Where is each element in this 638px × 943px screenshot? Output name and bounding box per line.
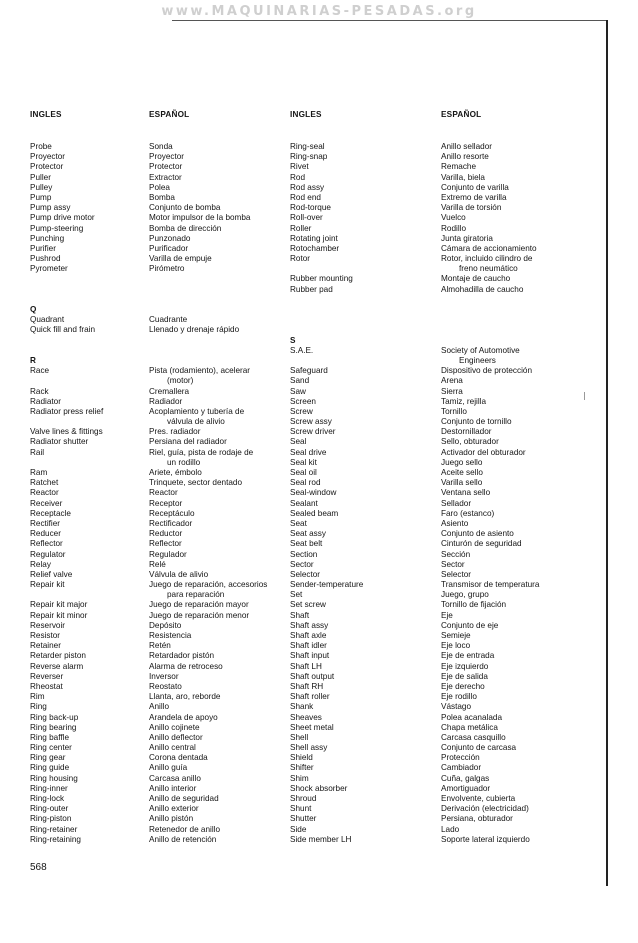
glossary-term [30,336,103,346]
glossary-term: Tornillo [441,406,467,416]
glossary-term: Seal kit [290,457,317,467]
glossary-term: Dispositivo de protección [441,366,533,376]
header-espanol-right: ESPAÑOL [441,110,482,119]
glossary-term: Motor impulsor de la bomba [149,213,251,223]
glossary-term: Destornillador [441,427,492,437]
glossary-term: Rectifier [30,518,61,528]
glossary-term: Seat [290,518,307,528]
glossary-term: Sheet metal [290,722,334,732]
glossary-term [30,346,103,356]
glossary-term: Sealant [290,498,318,508]
glossary-term: Shifter [290,763,314,773]
glossary-term: Montaje de caucho [441,274,511,284]
glossary-term: Reactor [30,488,59,498]
glossary-term: Eje rodillo [441,692,477,702]
glossary-term: Rotochamber [290,243,340,253]
glossary-term: Pump-steering [30,223,84,233]
glossary-term: Seal drive [290,447,327,457]
glossary-term: Vástago [441,702,472,712]
glossary-term: Screw driver [290,427,336,437]
glossary-term: Pushrod [30,254,61,264]
glossary-term [149,346,267,356]
glossary-term: Carcasa casquillo [441,732,506,742]
glossary-term: Side [290,824,307,834]
glossary-term: Ring-lock [30,794,65,803]
glossary-term: Protector [30,162,64,172]
glossary-term: Shell [290,732,309,742]
left-english-column [30,142,103,845]
glossary-term: S.A.E. [290,345,314,355]
glossary-term: Ring-inner [30,783,68,793]
glossary-term: Shaft roller [290,692,330,702]
glossary-term: Ring-snap [290,152,328,162]
glossary-term: Varilla sello [441,478,483,488]
glossary-term: Ring gear [30,753,66,763]
glossary-term: Juego sello [441,457,483,467]
glossary-term: Shaft axle [290,631,327,640]
glossary-term: Repair kit [30,580,65,590]
glossary-term [290,356,363,366]
glossary-term: Pump [30,192,52,202]
glossary-term: Roll-over [290,213,323,223]
glossary-term: Anillo cojinete [149,722,200,732]
glossary-term: Sector [441,559,465,569]
glossary-term: Cámara de accionamiento [441,243,537,253]
glossary-term: Ventana sello [441,488,491,498]
glossary-term: Conjunto de eje [441,620,499,630]
glossary-term: Juego de reparación mayor [149,600,249,610]
glossary-term: Shim [290,773,309,783]
glossary-term: Depósito [149,620,182,630]
glossary-term: Juego, grupo [441,590,489,600]
glossary-term: Valve lines & fittings [30,427,103,437]
glossary-term: Ring back-up [30,712,79,722]
glossary-term: Shell assy [290,743,328,753]
watermark: www.MAQUINARIAS-PESADAS.org [161,4,477,19]
glossary-term: Resistencia [149,631,192,640]
glossary-term: Seat belt [290,539,323,549]
glossary-term: Proyector [149,152,185,162]
glossary-term: Protección [441,753,480,763]
glossary-term: Sonda [149,142,173,151]
glossary-term: Cambiador [441,763,482,773]
glossary-term: Seat assy [290,529,326,539]
glossary-term: Screw assy [290,417,332,427]
glossary-term: Anillo deflector [149,732,203,742]
glossary-term [149,356,267,366]
glossary-term: Cuña, galgas [441,773,490,783]
glossary-term: Sheaves [290,712,322,722]
glossary-term [30,458,103,468]
glossary-term: Anillo de retención [149,834,217,844]
glossary-term: Radiador [149,396,183,406]
glossary-term: Polea acanalada [441,712,503,722]
glossary-term: Ariete, émbolo [149,468,202,477]
glossary-term: Cinturón de seguridad [441,539,522,549]
glossary-term: Cuadrante [149,315,188,325]
glossary-term [290,305,363,315]
glossary-term: Punzonado [149,233,191,243]
glossary-term [149,285,267,295]
glossary-term: Resistor [30,631,61,640]
glossary-term: Acoplamiento y tubería de [149,406,245,416]
glossary-term: Persiana, obturador [441,814,513,824]
right-spanish-column [441,142,539,845]
glossary-term: Relé [149,559,166,569]
glossary-term: Ring bearing [30,722,77,732]
glossary-term: Screen [290,396,316,406]
glossary-term: Puller [30,172,51,182]
glossary-term: Shaft RH [290,681,324,691]
glossary-term: Reostato [149,681,182,691]
glossary-term: Activador del obturador [441,447,526,457]
header-ingles-right: INGLES [290,110,322,119]
glossary-term: Retenedor de anillo [149,824,221,834]
glossary-term: válvula de alivio [167,417,225,427]
glossary-term: Asiento [441,518,469,528]
glossary-term: Rotor, incluido cilindro de [441,254,533,264]
glossary-term: Extractor [149,172,182,182]
glossary-term: Seal-window [290,488,337,498]
glossary-term: Sender-temperature [290,580,364,590]
glossary-term: Radiator shutter [30,437,89,447]
glossary-term: Faro (estanco) [441,508,495,518]
glossary-term: Repair kit minor [30,610,88,620]
glossary-term: Screw [290,406,313,416]
glossary-term [441,295,539,305]
glossary-term [30,590,103,600]
glossary-term: Anillo central [149,743,196,753]
glossary-term: Saw [290,386,306,396]
glossary-term: Set screw [290,600,326,610]
glossary-term: R [30,355,36,365]
glossary-term: Pyrometer [30,264,68,274]
glossary-term: Retarder piston [30,651,86,661]
glossary-term: Quick fill and frain [30,325,96,335]
glossary-term: Envolvente, cubierta [441,794,516,803]
glossary-term: Extremo de varilla [441,192,507,202]
glossary-term: Pirómetro [149,264,185,274]
glossary-term: Carcasa anillo [149,773,201,783]
glossary-term: Shock absorber [290,783,348,793]
glossary-term: Anillo guía [149,763,188,773]
header-ingles-left: INGLES [30,110,62,119]
glossary-term: Reactor [149,488,178,498]
glossary-term: Ring [30,702,47,712]
glossary-term: Transmisor de temperatura [441,580,540,590]
glossary-term [149,305,267,315]
glossary-term: Ring-retaining [30,834,81,844]
glossary-term [30,285,103,295]
glossary-term: Retainer [30,641,61,651]
glossary-term: Proyector [30,152,66,162]
glossary-term: Derivación (electricidad) [441,804,529,814]
glossary-term: Persiana del radiador [149,437,227,447]
glossary-term: Sellador [441,498,472,508]
glossary-term [30,295,103,305]
glossary-term: Lado [441,824,460,834]
glossary-term: Ring-seal [290,142,325,151]
glossary-term: Reservoir [30,620,66,630]
glossary-term: Pump assy [30,203,71,213]
glossary-term: Eje izquierdo [441,661,489,671]
glossary-term: Retén [149,641,171,651]
glossary-term: Side member LH [290,834,352,844]
glossary-term: Retardador pistón [149,651,215,661]
glossary-term: Eje de salida [441,671,488,681]
glossary-term: Vuelco [441,213,466,223]
glossary-term: Selector [441,569,472,579]
glossary-term: Ring-retainer [30,824,78,834]
glossary-term: Rectificador [149,518,193,528]
glossary-term: Conjunto de bomba [149,203,221,213]
glossary-term: Reflector [149,539,182,549]
glossary-term: Conjunto de varilla [441,182,509,192]
glossary-term: Sealed beam [290,508,339,518]
glossary-term: Rheostat [30,681,63,691]
glossary-term: Sector [290,559,314,569]
glossary-term: Anillo interior [149,783,197,793]
glossary-term: Reductor [149,529,183,539]
glossary-term: Remache [441,162,477,172]
glossary-term: Anillo exterior [149,804,199,814]
glossary-term: Varilla, biela [441,172,485,182]
glossary-term [30,274,103,284]
glossary-term: Amortiguador [441,783,491,793]
glossary-term [149,336,267,346]
glossary-term: Trinquete, sector dentado [149,478,243,488]
glossary-term [441,336,539,346]
glossary-term: Reverse alarm [30,661,84,671]
glossary-term: Receiver [30,498,63,508]
glossary-term: Llenado y drenaje rápido [149,325,240,335]
glossary-term: Anillo pistón [149,814,194,824]
glossary-term: Polea [149,182,170,192]
glossary-term: Semieje [441,631,471,640]
glossary-term: Juego de reparación menor [149,610,250,620]
glossary-term: Protector [149,162,183,172]
glossary-term: Eje [441,610,453,620]
left-spanish-column [149,142,267,845]
glossary-term: Rod-torque [290,203,331,213]
glossary-term: Regulator [30,549,66,559]
glossary-term: Reducer [30,529,61,539]
glossary-term: Rod assy [290,182,325,192]
glossary-term: Rubber mounting [290,274,353,284]
glossary-term: Rodillo [441,223,467,233]
glossary-term: para reparación [167,590,225,600]
glossary-term [290,325,363,335]
glossary-term: Ram [30,468,48,477]
glossary-term: Purifier [30,243,56,253]
glossary-term: Shaft idler [290,641,327,651]
glossary-term: Seal [290,437,307,447]
glossary-term [30,417,103,427]
glossary-term: Shunt [290,804,312,814]
glossary-term: Engineers [459,355,496,365]
glossary-term: Shaft assy [290,620,329,630]
glossary-term: Section [290,549,318,559]
glossary-term: Rod [290,172,306,182]
glossary-term: Anillo sellador [441,142,492,151]
glossary-term: Conjunto de tornillo [441,417,512,427]
glossary-term: Riel, guía, pista de rodaje de [149,447,254,457]
glossary-term: Ring baffle [30,732,69,742]
glossary-term: Ratchet [30,478,59,488]
glossary-term: Alarma de retroceso [149,661,223,671]
glossary-term: Ring-piston [30,814,72,824]
glossary-term: Soporte lateral izquierdo [441,834,530,844]
glossary-term: Rubber pad [290,284,333,294]
glossary-term: Ring center [30,743,72,753]
glossary-term: Rail [30,447,45,457]
glossary-term: Ring housing [30,773,78,783]
glossary-term: Purificador [149,243,189,253]
glossary-term: Rim [30,692,45,702]
glossary-term: Almohadilla de caucho [441,284,524,294]
glossary-term: Válvula de alivio [149,569,209,579]
glossary-term: Seal rod [290,478,321,488]
glossary-term: Corona dentada [149,753,208,763]
glossary-term: Relay [30,559,51,569]
glossary-term [290,315,363,325]
glossary-term: Chapa metálica [441,722,498,732]
glossary-term: Sello, obturador [441,437,499,447]
glossary-term: Bomba [149,192,175,202]
glossary-term: Shaft input [290,651,330,661]
glossary-term: Varilla de torsión [441,203,502,213]
page-number: 568 [30,862,47,873]
glossary-term: Reflector [30,539,63,549]
glossary-term [149,274,267,284]
glossary-term: Probe [30,142,52,151]
glossary-term: Pres. radiador [149,427,201,437]
glossary-term: Ring-outer [30,804,69,814]
glossary-term: Relief valve [30,569,73,579]
glossary-term: Set [290,590,303,600]
glossary-term: Punching [30,233,65,243]
top-rule [172,20,608,21]
glossary-term [30,376,103,386]
glossary-term: Seal oil [290,468,317,477]
glossary-term: Sierra [441,386,463,396]
glossary-term: Radiator press relief [30,406,104,416]
glossary-term: Receptor [149,498,183,508]
glossary-term: Society of Automotive [441,345,520,355]
glossary-term: Rotating joint [290,233,338,243]
glossary-term: Pista (rodamiento), acelerar [149,366,251,376]
glossary-term [149,295,267,305]
glossary-term: S [290,335,296,345]
glossary-term: freno neumático [459,264,518,274]
glossary-term: Quadrant [30,315,65,325]
glossary-term: Eje de entrada [441,651,495,661]
glossary-term: Safeguard [290,366,328,376]
glossary-term: Bomba de dirección [149,223,222,233]
glossary-term: Junta giratoria [441,233,493,243]
glossary-term: Conjunto de asiento [441,529,514,539]
glossary-term: Rack [30,386,49,396]
glossary-term: Q [30,305,37,314]
glossary-term: Anillo de seguridad [149,794,219,803]
glossary-term: Shaft [290,610,310,620]
glossary-term: Cremallera [149,386,190,396]
glossary-term: Shield [290,753,313,763]
glossary-term: (motor) [167,376,194,386]
glossary-term: Sand [290,376,310,386]
glossary-term: Varilla de empuje [149,254,212,264]
glossary-term: Inversor [149,671,179,681]
glossary-term: Tamiz, rejilla [441,396,487,406]
glossary-term: Shank [290,702,314,712]
glossary-term: Reverser [30,671,64,681]
glossary-term: Race [30,366,50,376]
glossary-term: Rod end [290,192,321,202]
glossary-term: Sección [441,549,471,559]
glossary-term: Tornillo de fijación [441,600,507,610]
glossary-term: Llanta, aro, reborde [149,692,221,702]
glossary-term: Ring guide [30,763,70,773]
glossary-term: Rotor [290,254,311,264]
glossary-term: Juego de reparación, accesorios [149,580,268,590]
glossary-term: Regulador [149,549,187,559]
glossary-term [290,295,363,305]
glossary-term: Repair kit major [30,600,88,610]
glossary-term: Eje derecho [441,681,485,691]
glossary-term [441,325,539,335]
glossary-term: Eje loco [441,641,471,651]
glossary-term: Roller [290,223,312,233]
glossary-term: Anillo resorte [441,152,489,162]
glossary-term [441,315,539,325]
glossary-term [290,264,363,274]
glossary-term: Radiator [30,396,61,406]
glossary-term: Anillo [149,702,170,712]
glossary-term: Shaft LH [290,661,322,671]
right-english-column [290,142,363,845]
glossary-term: Receptacle [30,508,71,518]
glossary-term: Shutter [290,814,317,824]
glossary-term: Arena [441,376,463,386]
glossary-term [441,305,539,315]
glossary-term: Pulley [30,182,53,192]
right-border [606,20,608,886]
header-espanol-left: ESPAÑOL [149,110,190,119]
glossary-term: Selector [290,569,321,579]
glossary-term: Arandela de apoyo [149,712,218,722]
glossary-term: Shroud [290,794,317,803]
glossary-term: un rodillo [167,457,201,467]
glossary-term: Receptáculo [149,508,195,518]
scan-mark [584,392,585,400]
glossary-term: Conjunto de carcasa [441,743,517,753]
glossary-term: Shaft output [290,671,335,681]
glossary-term: Pump drive motor [30,213,95,223]
glossary-term: Rivet [290,162,309,172]
glossary-term: Aceite sello [441,468,483,477]
